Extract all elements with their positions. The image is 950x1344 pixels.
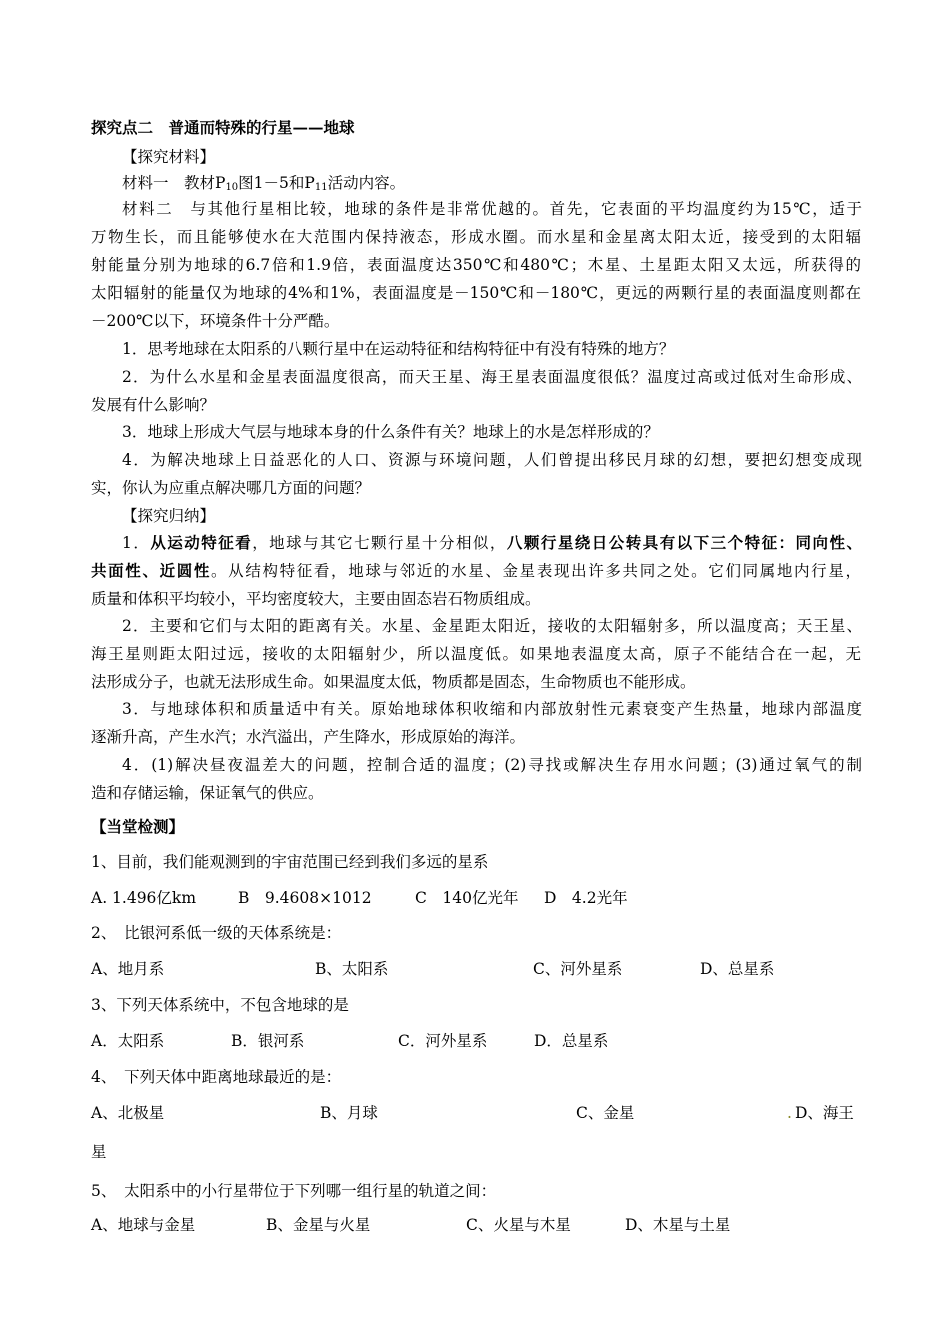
option-d: D、木星与土星 — [625, 1216, 731, 1234]
mcq-question-4: 4、 下列天体中距离地球最近的是： — [91, 1068, 342, 1086]
option-c: C 140亿光年 — [415, 889, 519, 907]
summary4-line: 造和存储运输，保证氧气的供应。 — [91, 784, 324, 802]
material2-line: 材料二 与其他行星相比较，地球的条件是非常优越的。首先，它表面的平均温度约为15℃，适于 — [122, 200, 862, 218]
option-a: A. 1.496亿km — [91, 889, 197, 907]
option-a: A、地球与金星 — [91, 1216, 196, 1234]
material2-line: 太阳辐射的能量仅为地球的4%和1%，表面温度是－150℃和－180℃，更远的两颗行星的表面温度则都在 — [91, 284, 861, 302]
mcq-options-3 — [91, 1030, 861, 1052]
question-2-cont: 发展有什么影响？ — [91, 396, 216, 414]
option-c: C、金星 — [576, 1104, 635, 1122]
summary3-line: 逐渐升高，产生水汽；水汽溢出，产生降水，形成原始的海洋。 — [91, 728, 526, 746]
mcq-question-1: 1、目前，我们能观测到的宇宙范围已经到我们多远的星系 — [91, 853, 489, 871]
material-heading: 【探究材料】 — [122, 148, 216, 166]
option-d: D．总星系 — [534, 1032, 609, 1050]
mcq-question-2: 2、 比银河系低一级的天体系统是： — [91, 924, 342, 942]
check-heading: 【当堂检测】 — [91, 817, 185, 836]
mcq-options-2 — [91, 958, 861, 980]
question-3: 3．地球上形成大气层与地球本身的什么条件有关？地球上的水是怎样形成的？ — [122, 423, 659, 441]
option-d: D、总星系 — [700, 960, 775, 978]
summary1-line2: 共面性、近圆性。从结构特征看，地球与邻近的水星、金星表现出许多共同之处。它们同属地内行星， — [91, 561, 861, 580]
summary-heading: 【探究归纳】 — [122, 507, 216, 525]
summary4-line: 4．(1)解决昼夜温差大的问题，控制合适的温度；(2)寻找或解决生存用水问题；(3)通过氧气的制 — [122, 756, 862, 774]
material2-line: 射能量分别为地球的6.7倍和1.9倍，表面温度达350℃和480℃；木星、土星距太阳又太远，所获得的 — [91, 256, 861, 274]
option-b: B、金星与火星 — [266, 1216, 371, 1234]
option-a: A．太阳系 — [91, 1032, 165, 1050]
question-2: 2．为什么水星和金星表面温度很高，而天王星、海王星表面温度很低？温度过高或过低对生命形成、 — [122, 368, 862, 386]
option-a: A、地月系 — [91, 960, 165, 978]
option-a: A、北极星 — [91, 1104, 165, 1122]
question-4-cont: 实，你认为应重点解决哪几方面的问题？ — [91, 479, 371, 497]
summary2-line: 2．主要和它们与太阳的距离有关。水星、金星距太阳近，接收的太阳辐射多，所以温度高；天王星、 — [122, 617, 862, 635]
question-4: 4．为解决地球上日益恶化的人口、资源与环境问题，人们曾提出移民月球的幻想，要把幻想变成现 — [122, 451, 862, 469]
stray-dot: . — [787, 1104, 792, 1122]
question-1: 1．思考地球在太阳系的八颗行星中在运动特征和结构特征中有没有特殊的地方？ — [122, 340, 675, 358]
mcq-options-1 — [91, 887, 861, 909]
summary2-line: 法形成分子，也就无法形成生命。如果温度太低，物质都是固态，生命物质也不能形成。 — [91, 673, 696, 691]
mcq-question-3: 3、下列天体系统中，不包含地球的是 — [91, 996, 349, 1014]
material2-line: －200℃以下，环境条件十分严酷。 — [91, 312, 340, 330]
mcq-options-5 — [91, 1214, 861, 1236]
option-d-wrap: 星 — [91, 1143, 107, 1161]
option-b: B．银河系 — [231, 1032, 305, 1050]
summary2-line: 海王星则距太阳过远，接收的太阳辐射少，所以温度低。如果地表温度太高，原子不能结合在一起，无 — [91, 645, 861, 663]
material2-line: 万物生长，而且能够使水在大范围内保持液态，形成水圈。而水星和金星离太阳太近，接受到的太阳辐 — [91, 228, 861, 246]
option-b: B、太阳系 — [315, 960, 389, 978]
option-b: B 9.4608×1012 — [238, 889, 372, 907]
option-b: B、月球 — [320, 1104, 378, 1122]
option-d: D、海王 — [795, 1104, 854, 1122]
option-c: C、河外星系 — [533, 960, 623, 978]
summary3-line: 3．与地球体积和质量适中有关。原始地球体积收缩和内部放射性元素衰变产生热量，地球内部温度 — [122, 700, 862, 718]
option-c: C．河外星系 — [398, 1032, 488, 1050]
option-d: D 4.2光年 — [544, 889, 628, 907]
material1: 材料一 教材$P_{10}$图1－5和$P_{11}$活动内容。 — [122, 174, 406, 193]
mcq-question-5: 5、 太阳系中的小行星带位于下列哪一组行星的轨道之间： — [91, 1182, 497, 1200]
mcq-options-4 — [91, 1102, 861, 1124]
section-title: 探究点二 普通而特殊的行星——地球 — [91, 118, 355, 137]
option-c: C、火星与木星 — [466, 1216, 571, 1234]
summary1-line3: 质量和体积平均较小，平均密度较大，主要由固态岩石物质组成。 — [91, 590, 541, 608]
summary1-line1: 1．从运动特征看，地球与其它七颗行星十分相似，八颗行星绕日公转具有以下三个特征：同向性、 — [122, 533, 862, 552]
